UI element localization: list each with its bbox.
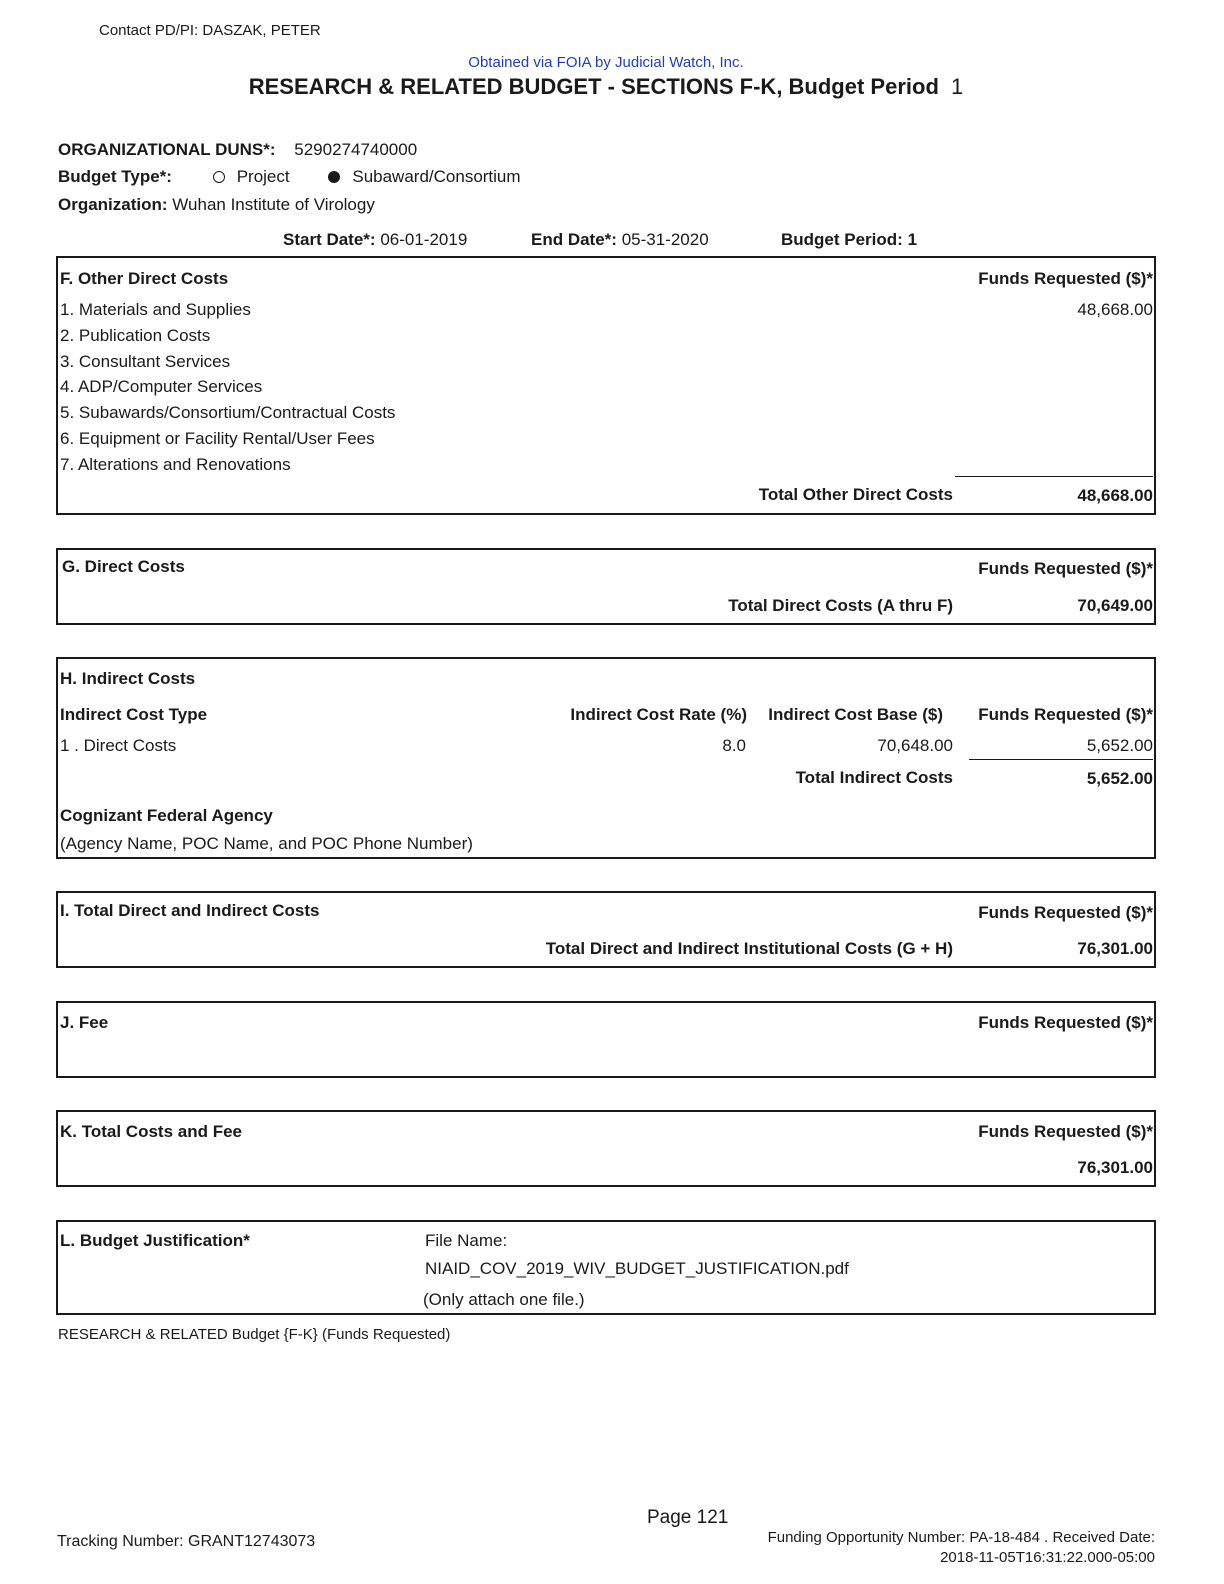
- other-direct-cost-item: 3. Consultant Services: [60, 352, 231, 371]
- section-h-funds-header: Funds Requested ($)*: [978, 705, 1153, 724]
- other-direct-cost-item: 2. Publication Costs: [60, 326, 211, 345]
- section-k-title: K. Total Costs and Fee: [60, 1122, 242, 1141]
- file-name-value[interactable]: NIAID_COV_2019_WIV_BUDGET_JUSTIFICATION.pdf: [425, 1259, 849, 1278]
- other-direct-cost-item: 5. Subawards/Consortium/Contractual Costs: [60, 403, 396, 422]
- indirect-row-type: 1 . Direct Costs: [60, 736, 177, 755]
- file-name-label: File Name:: [425, 1231, 508, 1250]
- section-g-funds-header: Funds Requested ($)*: [978, 559, 1153, 578]
- budget-type-project[interactable]: Project: [213, 167, 290, 186]
- form-footer: RESEARCH & RELATED Budget {F-K} (Funds Requested): [58, 1326, 451, 1343]
- section-h-title: H. Indirect Costs: [60, 669, 196, 688]
- section-f-total-label: Total Other Direct Costs: [758, 485, 953, 504]
- organization-label: Organization:: [58, 195, 168, 214]
- section-h-total-value: 5,652.00: [1086, 769, 1153, 788]
- section-g-total-value: 70,649.00: [1077, 596, 1153, 615]
- other-direct-cost-item: 6. Equipment or Facility Rental/User Fees: [60, 429, 375, 448]
- section-h-total-label: Total Indirect Costs: [795, 768, 953, 787]
- section-j-funds-header: Funds Requested ($)*: [978, 1013, 1153, 1032]
- section-i-funds-header: Funds Requested ($)*: [978, 903, 1153, 922]
- end-date: End Date*: 05-31-2020: [531, 230, 709, 249]
- other-direct-cost-item: 7. Alterations and Renovations: [60, 455, 291, 474]
- duns-value: 5290274740000: [294, 140, 418, 159]
- duns-label: ORGANIZATIONAL DUNS*:: [58, 140, 276, 159]
- other-direct-cost-item: 4. ADP/Computer Services: [60, 377, 263, 396]
- section-i-title: I. Total Direct and Indirect Costs: [60, 901, 320, 920]
- section-k-total-value: 76,301.00: [1077, 1158, 1153, 1177]
- cognizant-agency-label: Cognizant Federal Agency: [60, 806, 273, 825]
- section-f-total-value: 48,668.00: [1077, 486, 1153, 505]
- page-title-period: 1: [951, 74, 964, 99]
- col-indirect-type: Indirect Cost Type: [60, 705, 208, 724]
- contact-pi: Contact PD/PI: DASZAK, PETER: [99, 22, 321, 39]
- foia-notice: Obtained via FOIA by Judicial Watch, Inc.: [468, 54, 744, 71]
- indirect-row-funds: 5,652.00: [1086, 736, 1153, 755]
- organization-row: [58, 195, 375, 215]
- cognizant-agency-note: (Agency Name, POC Name, and POC Phone Number): [60, 834, 473, 853]
- page-title: [0, 74, 1212, 100]
- budget-type-label: Budget Type*:: [58, 167, 172, 186]
- section-i-total-value: 76,301.00: [1077, 939, 1153, 958]
- section-g-title: G. Direct Costs: [62, 557, 185, 576]
- section-h-total-rule: [969, 759, 1153, 760]
- budget-period: Budget Period: 1: [781, 230, 918, 249]
- start-date: Start Date*: 06-01-2019: [283, 230, 468, 249]
- budget-type-row: [58, 167, 521, 187]
- organization-value: Wuhan Institute of Virology: [172, 195, 375, 214]
- indirect-row-rate: 8.0: [722, 736, 746, 755]
- section-l-title: L. Budget Justification*: [60, 1231, 250, 1250]
- indirect-row-base: 70,648.00: [877, 736, 953, 755]
- section-f-funds-header: Funds Requested ($)*: [978, 269, 1153, 288]
- page-number: Page 121: [647, 1507, 729, 1528]
- col-indirect-rate: Indirect Cost Rate (%): [570, 705, 747, 724]
- col-indirect-base: Indirect Cost Base ($): [768, 705, 943, 724]
- radio-selected-icon: [328, 171, 340, 183]
- other-direct-cost-item: 1. Materials and Supplies: [60, 300, 251, 319]
- section-k-funds-header: Funds Requested ($)*: [978, 1122, 1153, 1141]
- section-g-total-label: Total Direct Costs (A thru F): [728, 596, 953, 615]
- tracking-number: Tracking Number: GRANT12743073: [57, 1533, 316, 1550]
- page-title-text: RESEARCH & RELATED BUDGET - SECTIONS F-K, Budget Period: [248, 74, 939, 99]
- section-f-title: F. Other Direct Costs: [60, 269, 229, 288]
- duns-row: [58, 140, 417, 160]
- radio-empty-icon: [213, 171, 225, 183]
- other-direct-cost-amount: 48,668.00: [1077, 300, 1153, 319]
- section-h-box: [56, 657, 1156, 859]
- budget-type-subaward[interactable]: Subaward/Consortium: [328, 167, 520, 186]
- file-attach-note: (Only attach one file.): [423, 1290, 585, 1309]
- section-f-total-rule: [955, 476, 1153, 477]
- section-i-total-label: Total Direct and Indirect Institutional Costs (G + H): [545, 939, 953, 958]
- section-j-title: J. Fee: [60, 1013, 109, 1032]
- funding-opportunity: Funding Opportunity Number: PA-18-484 . Received Date:: [767, 1529, 1155, 1546]
- received-date: 2018-11-05T16:31:22.000-05:00: [940, 1549, 1155, 1566]
